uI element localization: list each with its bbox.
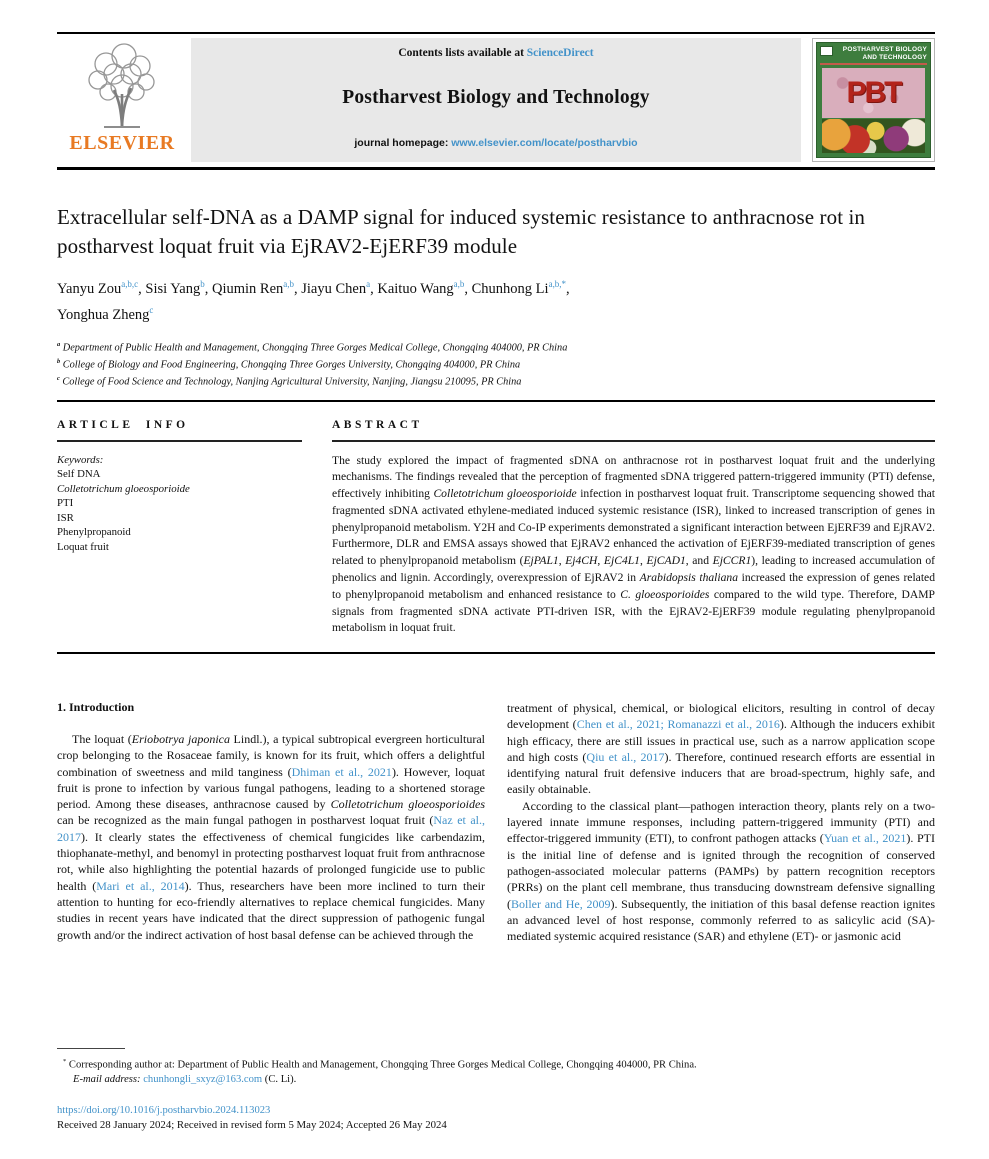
article-body	[57, 690, 935, 1042]
text-segment: Yonghua Zheng	[57, 306, 150, 323]
doi-link[interactable]: https://doi.org/10.1016/j.postharvbio.2024.113023	[57, 1104, 271, 1116]
cover-produce-photo	[822, 119, 925, 153]
text-segment: ,	[566, 280, 570, 297]
text-segment: EjC4L1	[603, 554, 640, 568]
affiliations	[57, 338, 935, 389]
inline-link[interactable]: Qiu et al., 2017	[586, 749, 665, 764]
superscript: a,b,*	[548, 279, 567, 289]
abstract-text	[332, 453, 935, 638]
left-paragraphs	[57, 731, 485, 943]
homepage-line	[354, 137, 637, 149]
cover-initials: PBT	[846, 76, 901, 109]
keyword-item: ISR	[57, 511, 74, 524]
info-abstract-section	[57, 400, 935, 654]
inline-link[interactable]: Dhiman et al., 2021	[291, 764, 392, 779]
article-info-heading: ARTICLE INFO	[57, 419, 189, 431]
received-dates: Received 28 January 2024; Received in revised form 5 May 2024; Accepted 26 May 2024	[57, 1118, 447, 1131]
journal-title: Postharvest Biology and Technology	[342, 87, 650, 108]
article-info-column	[57, 419, 302, 637]
email-line	[57, 1073, 935, 1088]
page-footer	[57, 1048, 935, 1131]
text-segment: College of Food Science and Technology, Nanjing Agricultural University, Nanjing, Jiangsu 210095, PR China	[59, 375, 522, 387]
text-segment: ). PTI is the initial line of defense and is ignited through the recognition of conserved pathogen-associated molecular patterns (PAMPs) by pattern recognition receptors (PRRs) on the plant cell membrane, thus transducing downstream defensive signalling (	[507, 831, 935, 911]
right-paragraphs	[507, 700, 935, 944]
text-segment: The loquat (	[72, 732, 132, 746]
contents-line	[398, 47, 593, 59]
text-segment: ), leading to increased accumulation of phenolics and lignin. Accordingly, overexpression of EjRAV2 in	[332, 554, 936, 585]
section-heading-introduction: 1. Introduction	[57, 700, 135, 714]
text-segment: , Jiayu Chen	[294, 280, 367, 297]
inline-link[interactable]: Mari et al., 2014	[96, 878, 185, 893]
top-rule	[57, 32, 935, 34]
inline-link[interactable]: Boller and He, 2009	[511, 896, 611, 911]
text-segment: EjCAD1	[646, 554, 686, 568]
keywords-label: Keywords:	[57, 453, 104, 466]
cover-journal-name: POSTHARVEST BIOLOGY AND TECHNOLOGY	[842, 46, 927, 61]
keyword-item: Colletotrichum gloeosporioide	[57, 482, 190, 495]
elsevier-wordmark: ELSEVIER	[69, 132, 175, 154]
elsevier-logo	[57, 38, 187, 162]
author-line-1	[57, 274, 907, 300]
superscript: a,b	[453, 279, 465, 289]
author-line-2	[57, 300, 907, 326]
superscript: c	[149, 304, 154, 315]
text-segment: increased the expression of genes related to phenylpropanoid metabolism and enhanced resistance to	[332, 571, 935, 601]
text-segment: Yanyu Zou	[57, 280, 122, 297]
abstract-rule	[332, 440, 935, 442]
text-segment: ). It clearly states the effectiveness of chemical fungicides like carbendazim, thiophanate-methyl, and benomyl in protecting postharvest loquat fruit from anthracnose rot, while also highlighting the potential hazards of prolonged fungicide use to public health (	[57, 829, 485, 893]
abstract-bottom-rule	[57, 652, 935, 654]
footnote-text: Corresponding author at: Department of Public Health and Management, Chongqing Three Gorges Medical College, Chongqing 404000, PR China.	[66, 1059, 697, 1071]
superscript: c	[57, 374, 60, 382]
text-segment: The study explored the impact of fragmented sDNA on anthracnose rot in postharvest loquat fruit and the underlying mechanisms. The findings revealed that the perception of fragmented sDNA triggered pattern-triggered immunity (PTI) defense, effectively inhibiting	[332, 453, 935, 501]
text-segment: ). Subsequently, the initiation of this basal defense reaction ignites an advanced level of host response, commonly referred to as salicylic acid (SA)-mediated systemic acquired resistance (SAR) and ethylene (ET)- or jasmonic acid	[507, 896, 935, 944]
text-segment: C. gloeosporioides	[620, 587, 710, 601]
journal-homepage-link[interactable]: www.elsevier.com/locate/postharvbio	[451, 137, 638, 149]
text-segment: E-mail address:	[73, 1074, 141, 1086]
text-segment: Colletotrichum gloeosporioide	[433, 487, 577, 501]
text-segment: ,	[558, 554, 566, 568]
journal-cover-thumbnail	[812, 38, 935, 162]
keyword-item: PTI	[57, 497, 74, 509]
affiliation-c	[57, 372, 935, 389]
elsevier-tree-icon	[74, 38, 170, 134]
text-segment: ). Therefore, continued research efforts are essential in identifying natural fruit defensive inducers that are broad-spectrum, highly safe, and easily obtainable.	[507, 749, 935, 797]
inline-link[interactable]: Naz et al., 2017	[57, 813, 486, 844]
body-right-column	[507, 690, 935, 1042]
doi-line	[57, 1105, 935, 1116]
column-spacer	[507, 690, 935, 700]
footnote-marker: *	[63, 1058, 67, 1065]
text-segment: EjCCR1	[712, 554, 752, 568]
affiliation-b	[57, 355, 935, 372]
text-segment: Arabidopsis thaliana	[639, 571, 739, 585]
sciencedirect-link[interactable]: ScienceDirect	[526, 47, 594, 59]
journal-header	[57, 38, 935, 162]
superscript: b	[200, 279, 205, 289]
author-list	[57, 274, 907, 326]
text-segment: Eriobotrya japonica	[131, 732, 230, 746]
superscript: a,b	[283, 279, 295, 289]
cover-divider	[820, 63, 927, 65]
keyword-item: Loquat fruit	[57, 540, 109, 553]
paragraph	[57, 731, 485, 943]
contents-prefix: Contents lists available at	[398, 47, 527, 59]
superscript: a	[366, 279, 371, 289]
superscript: b	[57, 357, 61, 365]
text-segment: treatment of physical, chemical, or biological elicitors, resulting in control of decay development (	[507, 701, 935, 732]
text-segment: ). Although the inducers exhibit high efficacy, there are still issues in practical use, such as a narrow application scope and high costs (	[507, 717, 935, 764]
text-segment: ,	[639, 554, 647, 568]
text-segment: Department of Public Health and Management, Chongqing Three Gorges Medical College, Chongqing 404000, PR China	[60, 342, 568, 354]
article-masthead	[57, 203, 935, 388]
paragraph	[507, 798, 935, 945]
cover-barcode-icon	[820, 46, 833, 56]
article-title: Extracellular self-DNA as a DAMP signal for induced systemic resistance to anthracnose rot in postharvest loquat fruit via EjRAV2-EjERF39 module	[57, 205, 866, 258]
text-segment: According to the classical plant—pathogen interaction theory, plants rely on a two-layered innate immune responses, including pattern-triggered immunity (PTI) and effector-triggered immunity (ETI), to confront pathogen attacks (	[507, 798, 935, 846]
text-segment: compared to the wild type. Therefore, DAMP signals from fragmented sDNA activate PTI-driven ISR, with the EjRAV2-EjERF39 module regulating phenylpropanoid metabolism in loquat fruit.	[332, 587, 936, 635]
text-segment: ,	[597, 554, 604, 568]
superscript: a	[57, 340, 61, 348]
text-segment: , Sisi Yang	[138, 280, 201, 297]
text-segment: ). Thus, researchers have been more inclined to turn their attention to hunting for eco-friendly alternatives to replace chemical fungicides. Many studies in recent years have indicated that the direct suppression of pathogenic fungal growth and/or the indirect activation of host basal defense can be achieved through the	[57, 878, 485, 942]
text-segment: Colletotrichum gloeosporioides	[330, 797, 485, 812]
affiliation-a	[57, 338, 935, 355]
text-segment: College of Biology and Food Engineering, Chongqing Three Gorges University, Chongqing 404000, PR China	[60, 359, 521, 370]
text-segment: Lindl.), a typical subtropical evergreen horticultural crop belonging to the Rosaceae family, is known for its fruit, which offers a delightful combination of sweetness and mild tanginess (	[57, 732, 485, 779]
text-segment: infection in postharvest loquat fruit. Transcriptome sequencing showed that fragmented sDNA activated ethylene-mediated induced systemic resistance (ISR), linked to increased transcription of genes in phenylpropanoid metabolism. Y2H and Co-IP experiments demonstrated a significant interaction between EjERF39 and EjRAV2. Furthermore, DLR and EMSA assays showed that EjRAV2 enhanced the activation of EjERF39-mediated transcription of genes related to phenylpropanoid metabolism (	[332, 487, 935, 568]
keywords-list	[57, 467, 302, 554]
cover-center-panel	[822, 68, 925, 118]
text-segment: (C. Li).	[262, 1074, 297, 1086]
text-segment: Ej4CH	[565, 554, 598, 568]
text-segment: EjPAL1	[523, 554, 559, 568]
journal-banner	[191, 38, 801, 162]
inline-link[interactable]: Chen et al., 2021; Romanazzi et al., 2016	[576, 717, 780, 732]
keyword-item: Self DNA	[57, 468, 101, 480]
keyword-item: Phenylpropanoid	[57, 526, 131, 538]
inline-link[interactable]: chunhongli_sxyz@163.com	[143, 1074, 263, 1086]
cover-top-band	[820, 46, 927, 61]
homepage-prefix: journal homepage:	[354, 137, 452, 149]
inline-link[interactable]: Yuan et al., 2021	[823, 831, 907, 846]
body-left-column	[57, 690, 485, 1042]
text-segment: , Chunhong Li	[464, 280, 549, 297]
text-segment: can be recognized as the main fungal pathogen in postharvest loquat fruit (	[57, 813, 434, 828]
journal-cover-art	[816, 42, 931, 158]
abstract-heading: ABSTRACT	[332, 419, 423, 431]
footnote-rule	[57, 1048, 125, 1049]
article-info-rule	[57, 440, 302, 442]
text-segment: ). However, loquat fruit is prone to infection by various fungal pathogens, leading to a shortened storage period. Among these diseases, anthracnose caused by	[57, 764, 485, 812]
corresponding-author-note	[57, 1055, 935, 1073]
text-segment: , Kaituo Wang	[370, 280, 454, 297]
superscript: a,b,c	[121, 279, 139, 289]
header-rule	[57, 167, 935, 170]
abstract-column	[332, 419, 935, 637]
paragraph	[507, 700, 935, 798]
text-segment: , Qiumin Ren	[204, 280, 284, 297]
text-segment: , and	[685, 554, 713, 568]
